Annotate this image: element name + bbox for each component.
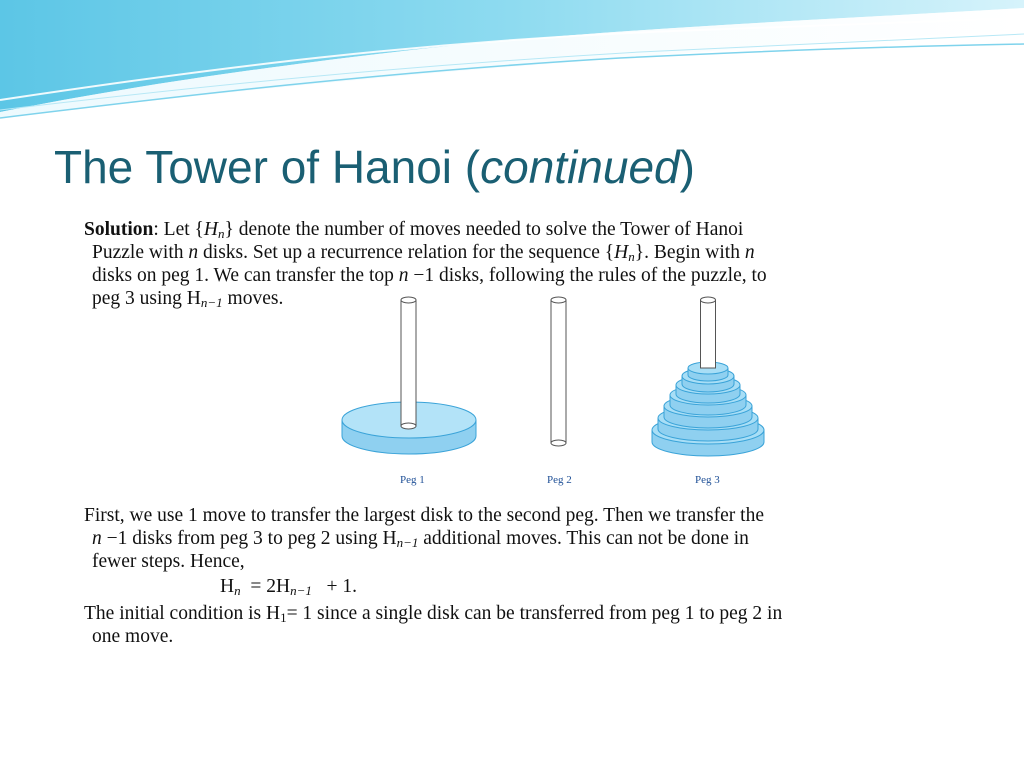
peg-1-label: Peg 1: [400, 474, 425, 486]
peg-3-stack: [652, 297, 764, 456]
recurrence-equation: $H_n = 2H_{n-1} + 1$.: [220, 576, 357, 598]
peg-2-label: Peg 2: [547, 474, 572, 486]
peg-3-label: Peg 3: [695, 474, 720, 486]
solution-paragraph: Solution: Let $\{H_n\}$ denote the number of moves needed to solve the Tower of Hanoi Puzzle with n disks. Set up a recurrence relation for the sequence $\{H_n\}$. Begin with n disks on peg 1. We can transfer the top n −1 disks, following the rules of the puzzle, to peg 3 using $H_{n-1}$ moves.: [84, 219, 767, 310]
initial-condition-paragraph: The initial condition is $H_1= 1$ since a single disk can be transferred from peg 1 to peg 2 in one move.: [84, 603, 783, 647]
slide-title: The Tower of Hanoi (continued): [54, 141, 695, 193]
tower-of-hanoi-figure: [330, 292, 780, 472]
peg-2: [551, 297, 566, 446]
first-move-paragraph: First, we use 1 move to transfer the largest disk to the second peg. Then we transfer the n −1 disks from peg 3 to peg 2 using $H_{n-1}$ additional moves. This can not be done in fewer steps. Hence,: [84, 505, 764, 572]
peg-1-stack: [342, 297, 476, 454]
header-wave-decoration: [0, 0, 1024, 130]
